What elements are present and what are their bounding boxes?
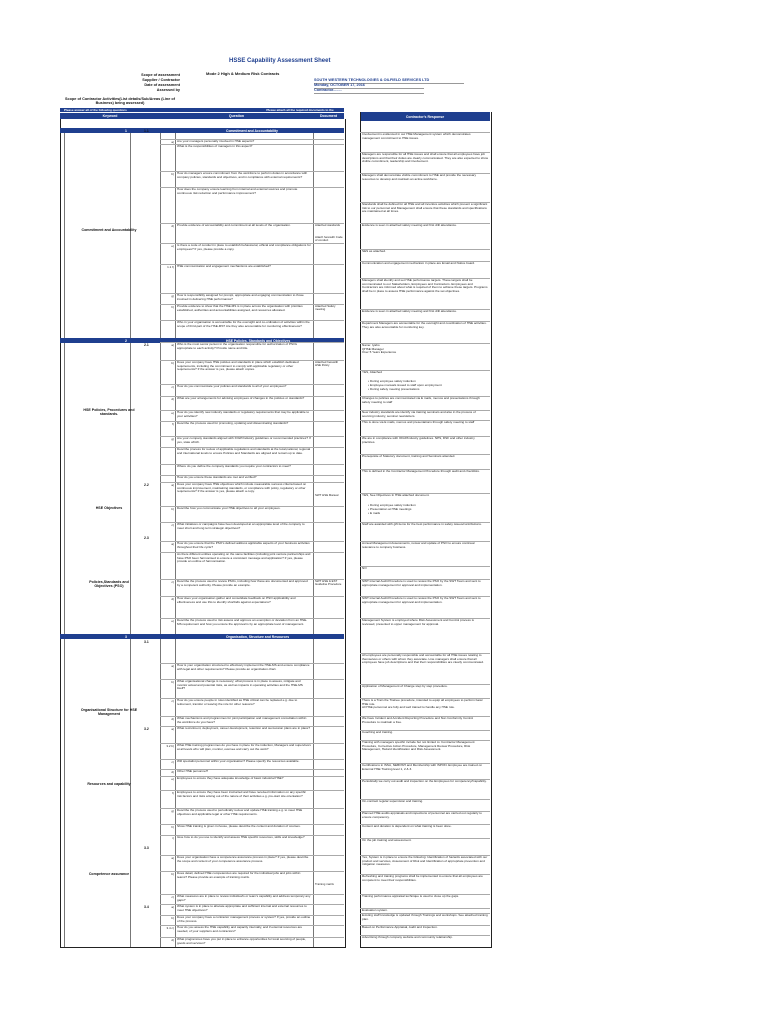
question-number: i) xyxy=(172,836,174,840)
meta-value-assessor: Contractor........ xyxy=(314,88,342,92)
question-number: c) xyxy=(171,385,174,389)
question-text: What initiatives or campaigns have been developed at an appropriate level of the company to meet short and long term strategic objectives? xyxy=(177,522,305,530)
question-number: d) xyxy=(171,717,174,721)
question-text: Employees to ensure they have been instructed and have received information on any specific risk factors and risks arising out of the nature of their activities e.g. pre-start site orientation? xyxy=(177,790,306,798)
response-text: NO xyxy=(362,566,367,570)
response-text: This is defined in the Contractor Management Procedure through audit and checklists. xyxy=(362,469,480,473)
question-number: b) xyxy=(171,872,174,876)
question-text: What mechanisms and programmes for joint participation and management consultation within the workforce do you have? xyxy=(177,716,307,724)
response-text: There is a Train the Trainee procedure, intended to equip all employees to perform basic HSE role. All HSE personnel are fully and well trained to handle any HSE role. xyxy=(362,698,483,710)
question-number: e) xyxy=(171,777,174,781)
document-reference: Training matrix xyxy=(315,882,335,886)
question-number: d) xyxy=(171,224,174,228)
question-number: e) xyxy=(171,619,174,623)
meta-value-supplier: SOUTH WESTERN TECHNOLOGIES & OILFIELD SERVICES LTD xyxy=(314,78,430,82)
question-text: Describe process for review of applicable regulations and standards at the local,national, regional and international levels to ensure Policies and Standards are aligned and remain up to date. xyxy=(177,447,311,455)
response-text: Prerequisite of Statutory document, training and Seminars attended. xyxy=(362,454,456,458)
keyword-label: HSE Policies, Procedures and standards. xyxy=(83,408,135,417)
question-number: b) xyxy=(171,172,174,176)
question-number: b) xyxy=(171,916,174,920)
response-text: Managers shall demonstrate visible commitment to HSE and provide the necessary resources to develop and maintain an active workforce. xyxy=(362,173,477,181)
question-text: How do you communicate your policies and standards to all of your employees? xyxy=(177,384,287,388)
subsection-number: 2.2 xyxy=(144,483,149,487)
question-number: c) xyxy=(171,699,174,703)
question-text: Describe the process used to periodically review and update HSE training e.g. to meet HSE objectives and applicable legal or other HSE requirements. xyxy=(177,808,303,816)
response-bullet: • E mails xyxy=(368,511,381,515)
response-text: SES as attached. xyxy=(362,249,386,253)
question-number: d) xyxy=(171,597,174,601)
question-number: g) xyxy=(171,437,174,441)
response-text: Based on Performance Appraisal, Audit and Inspection. xyxy=(362,925,438,929)
question-text: How does your organisation gather and consolidate feedback on PSO applicability and effectiveness and use this to identify shortfalls against expectations? xyxy=(177,596,296,604)
meta-label-activities: Scope of Contractor Activities(List details/Sub/Areas (Line of Business) being assessed) xyxy=(65,97,175,105)
question-text: Does detail, defined HSE competencies are required for the individual jobs and jobs within teams? Please provide an example of training matrix. xyxy=(177,871,301,879)
question-number: c) xyxy=(171,760,174,764)
question-text: How is your organization structured to effectively implement the HSE-MS and ensure compliance with legal and other requirements? Please provide an organization chart. xyxy=(177,663,310,671)
response-text: Planned HSE audits appraisals and inspections of personnel are carried out regularly to ensure competency. xyxy=(362,811,482,819)
question-text: How is responsibility assigned for prompt, appropriate and engaging communication to those involved in delivering HSE performance? xyxy=(177,293,304,301)
response-text: Application of Management of Change step by step procedure. xyxy=(362,684,448,688)
question-text: Describe the process used for promoting, updating and disseminating standards? xyxy=(177,421,289,425)
question-text: Show HSE training is given in-house, please describe the content and duration of courses. xyxy=(177,824,301,828)
subsection-number: 3.2 xyxy=(144,727,149,731)
response-text: Changes to policies are communicated via E mails, memos and presentations through safety meeting to staff xyxy=(362,396,480,404)
question-number: b) xyxy=(171,680,174,684)
question-number: e) xyxy=(171,411,174,415)
section-title: Commitment and Accountability xyxy=(226,128,278,133)
document-reference: SWT HSE Manual xyxy=(315,493,339,497)
question-text: Describe how you communicate your HSE objectives to all your employees. xyxy=(177,506,281,510)
response-text: Managers are responsible for all HSE issues and shall ensure that all employees have job descriptions and that their duties are clearly communicated. They are also expected to show visible commitment, leadership and involvement. xyxy=(362,152,488,164)
response-text: Certifications in ISSA, NEBOSH and Membership with ISPON. Employee are trained on External HSE Training level 1, 2 & 3. xyxy=(362,763,483,771)
section-number: 2 xyxy=(125,338,127,343)
question-number: g) xyxy=(171,809,174,813)
section-number: 1 xyxy=(125,128,127,133)
response-bullet: • Presentation at HSE meetings xyxy=(368,507,412,511)
section-header xyxy=(60,634,344,639)
response-text: Coaching and training. xyxy=(362,730,393,734)
document-reference: SWT HSE & EST Guideline Procedure xyxy=(315,579,342,587)
question-text: Other HSE personnel? xyxy=(177,769,209,773)
response-text: Advertising through company website and community relationship. xyxy=(362,935,453,939)
header-document: Document xyxy=(313,113,344,119)
response-text: Evidence is seen in attached safety meeting and first drill attendance. xyxy=(362,309,457,313)
response-text: YES, Attached xyxy=(362,370,382,374)
question-number: a) xyxy=(171,664,174,668)
question-number: a) xyxy=(171,856,174,860)
subsection-number: 3.3 xyxy=(144,846,149,850)
question-text: How do you ensure people in roles identified as HSE critical can be replaced e.g. due to retirement, transfer or leaving the role for other reasons? xyxy=(177,698,298,706)
response-text: Evidence is seen in attached safety meeting and first drill attendance. xyxy=(362,223,457,227)
question-number: c) xyxy=(171,580,174,584)
document-reference: Attached herewith HSE Policy xyxy=(315,360,339,368)
question-text: Where do you define the company standards you require your contractors to meet? xyxy=(177,464,291,468)
response-text: Name: Iyabo QHSE Manager Over 5 Years Experience xyxy=(362,343,397,355)
question-number: e) xyxy=(171,244,174,248)
question-text: What recruitment, deployment, career development, retention and succession plans are in place? xyxy=(177,726,311,730)
question-text: As there different entities operating on the same facilities (including joint venture partnerships and have PSO been harmonised to ensure a consistent message and application? If yes, please provide an outline of harmonisation. xyxy=(177,552,311,564)
response-text: On the job training and assessment. xyxy=(362,838,412,842)
response-text: SWT internal Audit Procedure is used to review the PSO by the SWT Team and sent to appropriate management for approval and implementation. xyxy=(362,579,481,587)
document-reference: Attached standards xyxy=(315,223,340,227)
section-title: HSE Policies, Standards and Objectives xyxy=(226,338,291,343)
response-text: Managers shall identify and set HSE performance targets. These targets shall be communicated to our Stakeholders, Employees and Contractors. Employees and Contractors are informed about what is required of them to achieve these targets. Programs shall be in place to assess HSE performance against the set objectives. xyxy=(362,278,488,294)
question-text: Does your company have a contractor management process or system? If yes, provide an outline of the process. xyxy=(177,915,311,923)
question-text: Who is the most senior person in the organisation responsible for authorization of PSOs appropriate to each activity? Provide name and title. xyxy=(177,342,298,350)
document-reference: Attach herewith Code of conduct xyxy=(315,235,343,243)
question-text: What organisational change is necessary; what process is in place to assess, mitigate and monitor actual and potential risks, as well as impacts in operating activities and the HSE-MS itself? xyxy=(177,679,303,691)
question-text: Does your organisation have a competence assurance process in place? If yes, please describe the scope and content of your competence assurance process. xyxy=(177,855,309,863)
question-text: Are your managers personally involved in HSE aspects? xyxy=(177,139,255,143)
question-text: What are your arrangements for advising employees of changes in the policies or standards? xyxy=(177,396,305,400)
section-title: Organisation, Structure and Resources xyxy=(226,634,290,639)
header-instructions-right: Please attach all the required documents to the xyxy=(256,108,344,112)
keyword-label: Commitment and Accountability xyxy=(81,228,137,232)
question-number: d) xyxy=(171,397,174,401)
response-text: On-contract regular supervision and training. xyxy=(362,799,424,803)
question-number: a) xyxy=(171,483,174,487)
response-text: Management System is employed where Risk Assessment and Control process is reviewed, presented to upper management for approval. xyxy=(362,618,474,626)
subsection-number: 3.1 xyxy=(144,640,149,644)
question-text: Will specialist personnel within your organisation? Please specify the resources available. xyxy=(177,759,300,763)
question-text: Give how to do you use to identify and assess HSE specific resources, skills and knowledge? xyxy=(177,835,305,839)
question-number: h) xyxy=(171,305,174,309)
question-text: Does your company have HSE policies and standards in place which establish dedicated requirements, including the commitment to comply with applicable regulatory or other requirements? If the answer is yes, please attach copies. xyxy=(177,360,299,372)
section-header xyxy=(60,128,344,133)
question-number: a) xyxy=(171,542,174,546)
question-number: h) xyxy=(171,825,174,829)
header-keyword: Keyword xyxy=(60,113,160,119)
question-text: Who in your organisation is accountable for the oversight and co-ordination of activities within the scope of third-part of the HSE-MS? Are they also accountable for monitoring effectiveness? xyxy=(177,320,310,328)
meta-label-scope: Scope of assessment xyxy=(141,73,180,77)
response-bullet: • During employee safety induction xyxy=(368,503,416,507)
question-text: What HSE training programmes do you have in place for the induction, Managers and supervisors at all levels who will plan, monitor, oversee and carry out the work? xyxy=(177,743,311,751)
header-instructions-left: Please answer all of the following questions xyxy=(60,108,256,112)
response-text: Involvement is evidenced in our HSE Management system which demonstrates management commitment to HSE issues. xyxy=(362,132,471,140)
question-number: c) xyxy=(171,523,174,527)
meta-label-supplier: Supplier / Contractor xyxy=(142,78,180,82)
question-number: a) xyxy=(171,727,174,731)
question-number: d) xyxy=(171,938,174,942)
response-text: YES, See Objectives In HSE attached document. xyxy=(362,493,430,497)
response-text: Communication and engagement mechanism in place are Email and Notice board. xyxy=(362,261,475,265)
question-text: HSE communication and engagement mechanisms are established? xyxy=(177,264,271,268)
response-text: Yes, System is in place to ensure the following: Identification of hazards associated with our product and services, Assessment of Risk and Identification of appropriate prevention and mitigation measures. xyxy=(362,855,488,867)
keyword-label: Competence assurance xyxy=(88,872,130,876)
question-text: What measures are in place to review individual's or team's capability and address temporary any gaps? xyxy=(177,894,311,902)
response-text: We have Incident and Accident Reporting Procedure and Non Conformity Control Procedure to maintain a free. xyxy=(362,716,474,724)
question-number: 3.2 b) xyxy=(166,744,174,748)
response-text: Refreshing and training programs shall be implemented to ensure that all employees are competent to meet their responsibilities. xyxy=(362,874,483,882)
keyword-label: Resources and capability xyxy=(87,782,131,786)
question-number: f) xyxy=(172,422,174,426)
response-text: Annual Management Assessments, review and update of PSO to ensure continual relevance to company business. xyxy=(362,541,475,549)
subsection-number: 3.4 xyxy=(144,905,149,909)
question-number: b) xyxy=(171,361,174,365)
response-text: New industry standards are identify via training seminars and also in the process of sourcing industry, seminar newsletters. xyxy=(362,410,476,418)
question-text: How do you ensure these standards are met and verified? xyxy=(177,475,257,479)
sheet-subtitle: Mode 2 High & Medium Risk Contracts xyxy=(206,71,280,76)
question-text: Describe the process used to review PSOs, including how these are documented and approved by a competent authority. Please provide an example. xyxy=(177,579,308,587)
response-bullet: • During employee safety induction xyxy=(368,379,416,383)
question-text: Are your company standards aligned with IOGP/industry guidelines or recommended practices? If yes, state which. xyxy=(177,436,311,444)
response-text: Staff are awarded with gift items for the best performance in safety issues/contributions. xyxy=(362,522,482,526)
response-text: All employees are personally responsible and accountable for all HSE issues relating to themselves or others with whom they associate. Line managers shall ensure that all employees have job descriptions and that their responsibilities are clearly communicated. xyxy=(362,653,484,665)
question-number: f) xyxy=(172,791,174,795)
response-text: Existing staff knowledge is updated through Trainings and workshops. See attached training plan. xyxy=(362,913,488,921)
question-text: Provide evidence of accountability and commitment at all levels of the organisation. xyxy=(177,223,291,227)
keyword-label: HSE Objectives xyxy=(95,506,123,510)
header-question: Question xyxy=(160,113,313,119)
document-reference: Attached Safety meeting xyxy=(315,304,336,312)
response-text: This is done via E mails, memos and presentations through safety meeting to staff xyxy=(362,420,475,424)
response-text: Standards shall be defined for all HSE and all incentive activities which present a significant risk to our personnel and Management shall ensure that these standards and specifications are maintained at all times. xyxy=(362,202,488,214)
sheet-title: HSSE Capability Assessment Sheet xyxy=(229,58,331,64)
subsection-number: 1.1 xyxy=(144,129,149,133)
question-number: a) xyxy=(171,343,174,347)
meta-label-assessor: Assessed by xyxy=(156,88,180,92)
question-number: c) xyxy=(171,895,174,899)
meta-value-date: Monday, OCTOBER 17, 2016 xyxy=(314,83,365,87)
response-text: Training performance appraisal technique is used to close up the gaps. xyxy=(362,894,460,898)
response-text: Periodically we carry out audit and inspection on the Employees for competency/Capability. xyxy=(362,779,487,783)
response-text: Training with managers specific include but not limited to: Contractor Management Procedure, Corrective Action Procedure, Management Review Procedure, Risk Management, Hazard Identification and Risk Assessment. xyxy=(362,740,475,752)
question-text: What system is in place to allocate appropriate and sufficient internal and external resources to meet HSE objectives? xyxy=(177,904,307,912)
question-text: Is there a code of conduct in place to establish behavioural, ethical and compliance obligations for employees? If yes, please provide a copy. xyxy=(177,243,311,251)
question-text: How do you identify new industry standards or regulatory requirements that may be applicable to your activities? xyxy=(177,410,310,418)
response-text: Content and duration is dependent on what training is been done. xyxy=(362,824,452,828)
question-number: g) xyxy=(171,294,174,298)
question-number: a) xyxy=(171,140,174,144)
response-text: Department Managers are accountable for the oversight and coordination of HSE activities. They are also accountable for monitoring key. xyxy=(362,321,487,329)
question-text: What programmes have you put in place to enhance opportunities for local sourcing of people, goods and services? xyxy=(177,937,306,945)
subsection-number: 2.1 xyxy=(144,343,149,347)
section-number: 3 xyxy=(125,634,127,639)
question-number: a) xyxy=(171,905,174,909)
question-number: 1.1 f) xyxy=(167,265,174,269)
question-number: d) xyxy=(171,770,174,774)
response-bullet: • During safety meeting presentations xyxy=(368,387,420,391)
subsection-number: 2.3 xyxy=(144,536,149,540)
question-text: How do managers ensure commitment from the workforce to perform duties in accordance with company policies, standards and objectives, and in compliance with external requirements? xyxy=(177,171,308,179)
header-response: Contractor's Response xyxy=(360,112,490,121)
meta-label-date: Date of assessment xyxy=(144,83,180,87)
response-bullet: • Employee manuals issued to staff upon employment xyxy=(368,383,442,387)
question-text: Provide evidence to show that the HSE-MS is in place across the organisation with priorities established, authorities and accountabilities assigned, and resources allocated. xyxy=(177,304,303,312)
question-number: 3.4 c) xyxy=(166,926,174,930)
keyword-label: Organisational Structure for HSE Management xyxy=(80,708,138,717)
question-text: How do you ensure that the PSO's defined address applicable aspects of your business activities throughout their life cycle? xyxy=(177,541,310,549)
question-text: Employees to ensure they have adequate knowledge of basic industrial HSE? xyxy=(177,776,284,780)
response-text: Evaluation system. xyxy=(362,908,388,912)
question-text: Does your company have HSE objectives which include measurable success criteria based on continuous improvement, maintaining standards, or compliance with policy, regulatory or other requirements? If the answer is yes, please attach a copy. xyxy=(177,482,307,494)
question-text: Describe the process used to risk assess and approve an exemption or deviation from an HSE-MS requirement and how you ensure the approval is by an appropriate level of management. xyxy=(177,618,308,626)
question-text: How do you assess the HSE capability and capacity internally, and if external resources are needed, of your suppliers and contractors? xyxy=(177,925,303,933)
question-number: b) xyxy=(171,507,174,511)
response-text: We are in compliance with IOGP/industry guidelines. NPS, DSF and other industry practices. xyxy=(362,436,475,444)
response-text: SWT internal Audit Procedure is used to review the PSO by the SWT Team and sent to appropriate management for approval and implementation. xyxy=(362,596,481,604)
response-column xyxy=(360,112,492,948)
question-text: How does the company ensure learning from internal and external sources and promote continuous risk reduction and performance improvement? xyxy=(177,187,298,195)
keyword-label: Policies,Standards and Objectives (PSO) xyxy=(89,580,129,589)
question-text: What is the responsibilities of managers in this aspect? xyxy=(177,144,253,148)
